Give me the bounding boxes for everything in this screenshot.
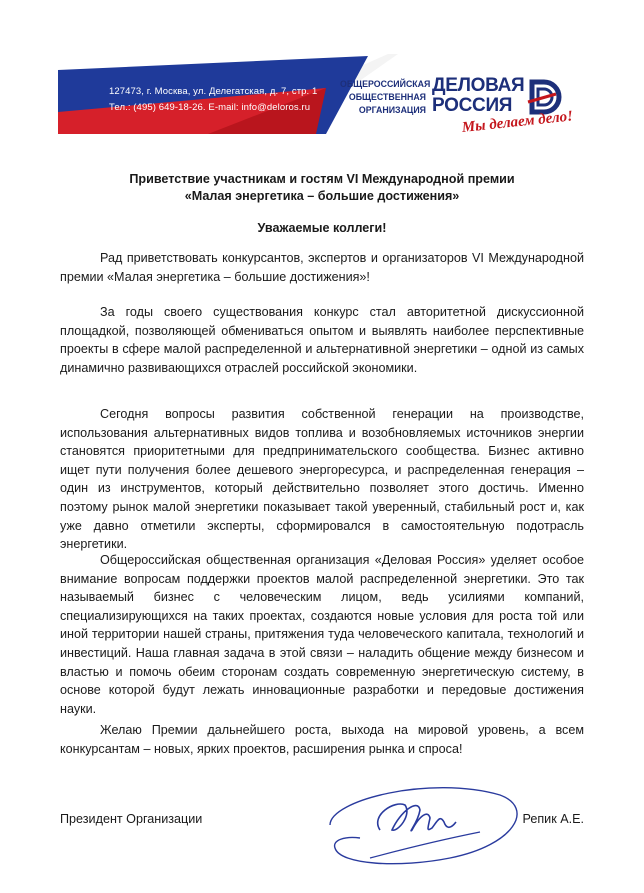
delovaya-rossiya-logo-text	[432, 76, 524, 116]
paragraph: Желаю Премии дальнейшего роста, выхода на мировой уровень, а всем конкурсантам – новых, ярких проектов, расширения рынка и спроса!	[60, 723, 584, 756]
paragraph: Общероссийская общественная организация «Деловая Россия» уделяет особое внимание вопросам поддержки проектов малой распределенной энергетики. Это так называемый бизнес с человеческим лицом, ведь усилиями компаний, специализирующихся на таких проектах, создаются новые условия для роста той или иной территории нашей страны, притяжения туда человеческого капитала, технологий и инвестиций. Наша главная задача в этой связи – наладить общение между бизнесом и властью и помочь обеим сторонам создать современную энергетическую систему, в основе которой будут лежать инновационные разработки и передовые достижения науки.	[60, 553, 584, 716]
salutation: Уважаемые коллеги!	[257, 221, 387, 235]
paragraph: За годы своего существования конкурс стал авторитетной дискуссионной площадкой, позволяющей обмениваться опытом и выявлять наиболее перспективные проекты в сфере малой распределенной и альтернативной энергетики – одной из самых динамично развивающихся отраслей российской экономики.	[60, 305, 584, 375]
org-type-label	[340, 78, 431, 117]
title-line: «Малая энергетика – большие достижения»	[184, 189, 460, 203]
signatory-title: Президент Организации	[60, 812, 203, 826]
handwritten-signature	[300, 770, 530, 880]
paragraph: Рад приветствовать конкурсантов, экспертов и организаторов VI Международной премии «Малая энергетика – большие достижения»!	[60, 251, 584, 284]
title-line: Приветствие участникам и гостям VI Международной премии	[129, 172, 515, 186]
signatory-name: Репик А.Е.	[522, 812, 584, 826]
org-line: ОБЩЕСТВЕННАЯ	[348, 92, 426, 102]
letterhead-address	[109, 84, 317, 116]
paragraph: Сегодня вопросы развития собственной генерации на производстве, использования альтернативных видов топлива и возобновляемых источников энергии становятся приоритетными для предпринимательского сообщества. Бизнес активно ищет пути получения более дешевого энергоресурса, и распределенная генерация – один из инструментов, который действительно позволяет этого достичь. Именно поэтому рынок малой энергетики показывает такой уверенный, стабильный рост и, как уже давно отметили эксперты, сформировался в самостоятельную подотрасль энергетики.	[60, 407, 584, 552]
letterhead	[58, 54, 583, 156]
org-line: ОРГАНИЗАЦИЯ	[358, 105, 426, 115]
logo-line: ДЕЛОВАЯ	[432, 75, 525, 96]
org-line: ОБЩЕРОССИЙСКАЯ	[340, 79, 431, 89]
contacts-line: Тел.: (495) 649-18-26. E-mail: info@deloros.ru	[109, 102, 311, 113]
address-line: 127473, г. Москва, ул. Делегатская, д. 7, стр. 1	[109, 86, 318, 97]
document-title	[60, 171, 584, 205]
logo-line: РОССИЯ	[432, 95, 513, 116]
logo-slogan: Мы делаем дело!	[461, 108, 574, 136]
